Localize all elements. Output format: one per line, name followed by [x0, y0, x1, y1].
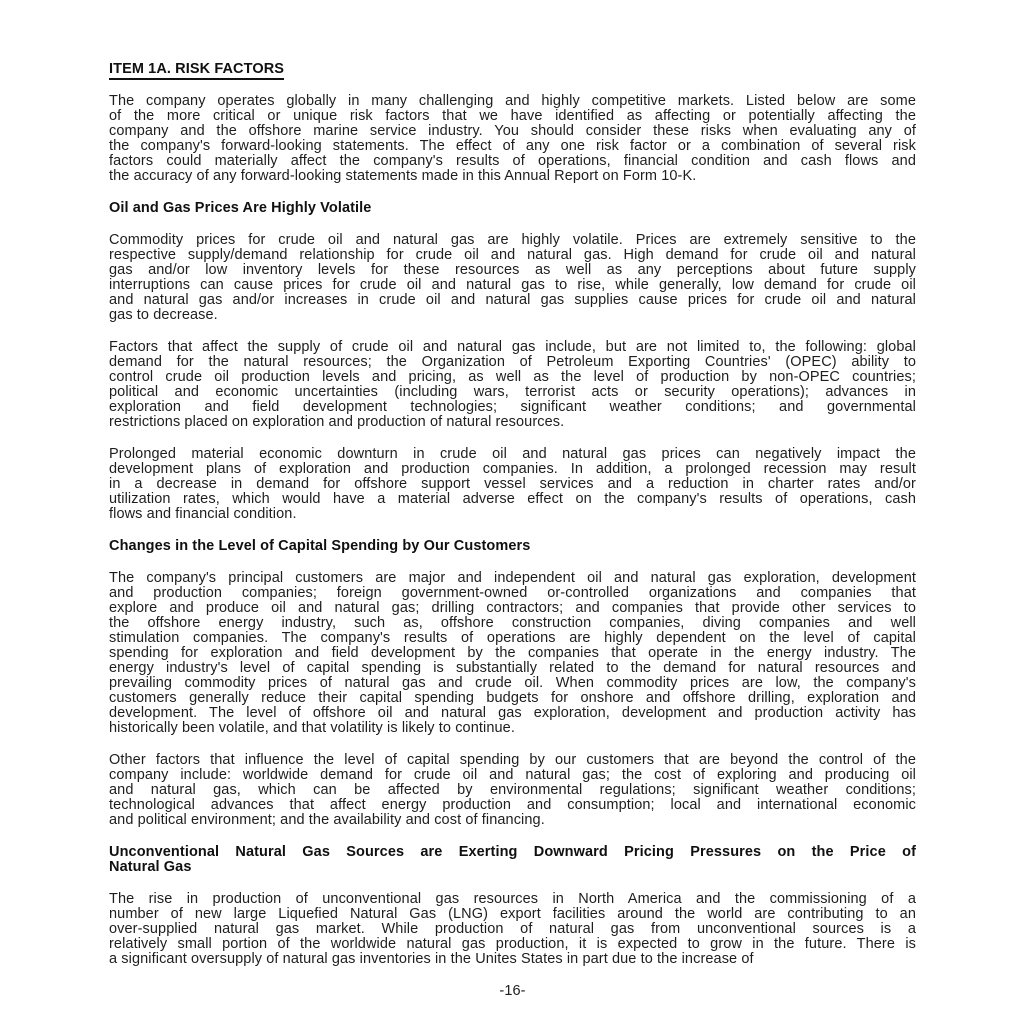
text-line: a significant oversupply of natural gas inventories in the Unites States in part due to the increase of — [109, 951, 754, 967]
text-line: restrictions placed on exploration and production of natural resources. — [109, 414, 565, 430]
text-line: and natural gas and/or increases in crude oil and natural gas supplies cause prices for crude oil and natural — [109, 292, 916, 308]
text-line: gas and/or low inventory levels for these resources as well as any perceptions about future supply — [109, 262, 916, 278]
text-line: and production companies; foreign government-owned or-controlled organizations and companies that — [109, 585, 916, 601]
page-number: -16- — [499, 983, 526, 999]
paragraph-supply-factors — [109, 340, 916, 430]
text-line: Changes in the Level of Capital Spending by Our Customers — [109, 538, 531, 554]
text-line: factors could materially affect the company's results of operations, financial condition and cash flows and — [109, 153, 916, 169]
text-line: interruptions can cause prices for crude oil and natural gas to rise, while generally, low demand for crude oil — [109, 277, 916, 293]
text-line: company and the offshore marine service industry. You should consider these risks when evaluating any of — [109, 123, 916, 139]
text-line: number of new large Liquefied Natural Gas (LNG) export facilities around the world are contributing to an — [109, 906, 916, 922]
text-line: Commodity prices for crude oil and natural gas are highly volatile. Prices are extremely sensitive to the — [109, 232, 916, 248]
text-line: Unconventional Natural Gas Sources are Exerting Downward Pricing Pressures on the Price of — [109, 844, 916, 860]
text-line: and political environment; and the availability and cost of financing. — [109, 812, 545, 828]
text-line: exploration and field development technologies; significant weather conditions; and governmental — [109, 399, 916, 415]
text-line: explore and produce oil and natural gas; drilling contractors; and companies that provide other services to — [109, 600, 916, 616]
text-line: Other factors that influence the level of capital spending by our customers that are beyond the control of the — [109, 752, 916, 768]
text-line: flows and financial condition. — [109, 506, 297, 522]
text-line: stimulation companies. The company's results of operations are highly dependent on the level of capital — [109, 630, 916, 646]
paragraph-economic-downturn — [109, 447, 916, 522]
text-line: the accuracy of any forward-looking statements made in this Annual Report on Form 10-K. — [109, 168, 697, 184]
heading-unconventional-natural-gas — [109, 845, 916, 875]
text-line: energy industry's level of capital spending is substantially related to the demand for natural resources and — [109, 660, 916, 676]
text-line: and natural gas, which can be affected by environmental regulations; significant weather conditions; — [109, 782, 916, 798]
paragraph-principal-customers — [109, 571, 916, 736]
text-line: political and economic uncertainties (including wars, terrorist acts or security operations); advances in — [109, 384, 916, 400]
text-line: development. The level of offshore oil and natural gas exploration, development and production activity has — [109, 705, 916, 721]
text-line: historically been volatile, and that volatility is likely to continue. — [109, 720, 515, 736]
text-line: Prolonged material economic downturn in crude oil and natural gas prices can negatively impact the — [109, 446, 916, 462]
text-line: spending for exploration and field development by the companies that operate in the energy industry. The — [109, 645, 916, 661]
text-line: Factors that affect the supply of crude oil and natural gas include, but are not limited to, the following: global — [109, 339, 916, 355]
text-line: respective supply/demand relationship for crude oil and natural gas. High demand for crude oil and natural — [109, 247, 916, 263]
text-line: over-supplied natural gas market. While production of natural gas from unconventional sources is a — [109, 921, 916, 937]
text-line: development plans of exploration and production companies. In addition, a prolonged recession may result — [109, 461, 916, 477]
text-line: the company's forward-looking statements. The effect of any one risk factor or a combination of several risk — [109, 138, 916, 154]
heading-oil-and-gas-prices — [109, 201, 916, 216]
text-line: prevailing commodity prices of natural gas and crude oil. When commodity prices are low, the company's — [109, 675, 916, 691]
text-line: the offshore energy industry, such as, offshore construction companies, diving companies and well — [109, 615, 916, 631]
text-line: control crude oil production levels and pricing, as well as the level of production by non-OPEC countries; — [109, 369, 916, 385]
title-item-1a-risk-factors — [109, 62, 916, 77]
paragraph-unconventional-rise — [109, 892, 916, 967]
text-line: demand for the natural resources; the Organization of Petroleum Exporting Countries' (OPEC) ability to — [109, 354, 916, 370]
text-line: Oil and Gas Prices Are Highly Volatile — [109, 200, 372, 216]
text-line — [109, 62, 916, 77]
paragraph-commodity-prices — [109, 233, 916, 323]
text-line: customers generally reduce their capital spending budgets for onshore and offshore drilling, exploration and — [109, 690, 916, 706]
underlined-text: ITEM 1A. RISK FACTORS — [109, 61, 284, 80]
text-line: company include: worldwide demand for crude oil and natural gas; the cost of exploring and producing oil — [109, 767, 916, 783]
text-line: The rise in production of unconventional gas resources in North America and the commissioning of a — [109, 891, 916, 907]
text-line: relatively small portion of the worldwide natural gas production, it is expected to grow in the future. There is — [109, 936, 916, 952]
text-line: gas to decrease. — [109, 307, 218, 323]
paragraph-other-factors — [109, 753, 916, 828]
text-line: in a decrease in demand for offshore support vessel services and a reduction in charter rates and/or — [109, 476, 916, 492]
heading-capital-spending — [109, 539, 916, 554]
text-line: Natural Gas — [109, 859, 192, 875]
text-line: The company operates globally in many challenging and highly competitive markets. Listed below are some — [109, 93, 916, 109]
document-body — [109, 62, 916, 967]
text-line: utilization rates, which would have a material adverse effect on the company's results of operations, cash — [109, 491, 916, 507]
paragraph-intro — [109, 94, 916, 184]
text-line: The company's principal customers are major and independent oil and natural gas exploration, development — [109, 570, 916, 586]
text-line: technological advances that affect energy production and consumption; local and international economic — [109, 797, 916, 813]
text-line: of the more critical or unique risk factors that we have identified as affecting or potentially affecting the — [109, 108, 916, 124]
